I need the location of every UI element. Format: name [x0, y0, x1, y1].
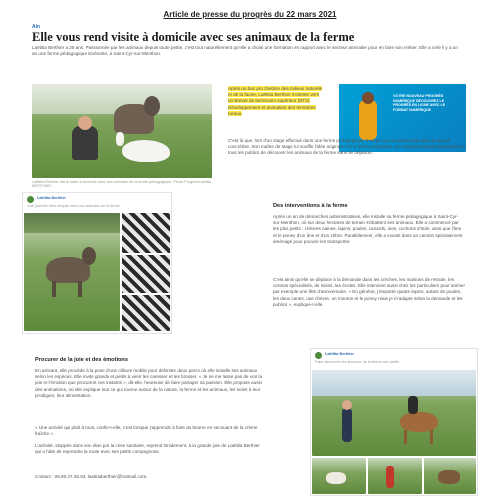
social1-name: Laëtitia Berthier — [37, 196, 66, 200]
avatar — [315, 352, 322, 359]
section3-heading: Procurer de la joie et des émotions — [35, 357, 128, 363]
highlight-block — [228, 86, 324, 117]
article-tag: Ain — [32, 24, 41, 30]
ad-text: VOTRE NOUVEAU PROGRÈS NUMÉRIQUE DÉCOUVREZ LE PROGRÈS EN LIGNE AVEC LE FORMAT NUMÉRIQUE — [393, 94, 446, 112]
contact-line: Contact : 06.60.47.28.63, laetitiaberthier@hotmail.com. — [35, 474, 148, 479]
article-title: Elle vous rend visite à domicile avec ses animaux de la ferme — [32, 30, 355, 44]
highlight-text: Après un bac pro Gestion des milieux naturels et de la faune, Laëtitia Berthier s'oriente vers un Brevet de technicien supérieur (BTS) Développement et animation des territoires ruraux. — [228, 86, 322, 116]
social1-text: Une journée bien remplie avec les animaux de la ferme — [27, 204, 120, 208]
section2-heading: Des interventions à la ferme — [273, 203, 348, 209]
section3-paragraph-2: « Une activité qui plaît à tous, confie-t-elle, c'est lorsque j'apprends à faire du beurre en secouant de la crème fraîche ». — [35, 425, 258, 437]
article-intro: Laëtitia Berthier a 25 ans. Passionnée par les animaux depuis toute petite, c'est tout naturellement qu'elle a choisi une formation en rapport avec le secteur animalier pour en faire son métier. Elle a créé il y a un an une ferme pédagogique itinérante, à Saint-Cyr-sur-Menthon. — [32, 45, 458, 57]
social2-name: Laëtitia Berthier — [325, 352, 354, 356]
section3-paragraph-3: L'activité, stoppée dans son élan par la crise sanitaire, reprend timidement, à la grande joie de Laëtitia Berthier qui a hâte de reprendre la route avec ses petits compagnons. — [35, 443, 260, 455]
photo1-caption: Laëtitia Berthier fait la visite à domicile avec ses animaux de la ferme pédagogique. Photo Progrès/Laetitia BERTHIER — [32, 180, 211, 188]
photo-children-animals — [368, 458, 422, 494]
avatar — [27, 196, 34, 203]
social2-text: Faire découvrir les animaux de la ferme aux petits — [315, 360, 399, 364]
section2-paragraph-2: C'est ainsi qu'elle se déplace à la demande dans les crèches, les maisons de retraite, les centres spécialisés, de loisirs, les écoles. Elle intervient aussi chez les particuliers pour animer par exemple une fête d'anniversaire. « En général, j'emporte quatre lapins, autant de poules, les deux canes, une chèvre, un mouton et le poney mais je m'adapte selon la demande et les publics », explique-t-elle. — [273, 277, 465, 307]
stage-paragraph: C'est là que, lors d'un stage effectué dans une ferme pédagogique, le projet qui lui trottait déjà dans la tête se concrétise. Son maître de stage lui souffle l'idée originale d'une ferme ambulante, un concept innovant qui permet à tous les publics de découvrir les animaux de la ferme sans se déplacer. — [228, 138, 463, 156]
photo-farm-visit — [424, 458, 476, 494]
photo-woman-with-animals — [32, 84, 212, 178]
photo-pony-ride — [312, 370, 476, 456]
section3-paragraph-1: En arrivant, elle procède à la pose d'une clôture mobile pour délimiter deux parcs où elle installe ses animaux selon les espèces. Elle invite grands et petits à venir les caresser et les brosser. « Je ne me lasse pas de voir la joie et l'émotion que procurent ces instants », dit-elle, heureuse de faire partager sa passion. Elle propose aussi des animations, où elle explique tout ce qui tourne autour de la nature, la ferme et les animaux, les soins à leur prodiguer, leur alimentation. — [35, 368, 262, 398]
photo-goats — [312, 458, 366, 494]
page-header-title: Article de presse du progrès du 22 mars 2021 — [163, 10, 337, 19]
section2-paragraph-1: Après un an de démarches administratives, elle installe sa ferme pédagogique à Saint-Cyr-sur-Menthon, où sur deux hectares de terrain s'ébattent ses animaux. Elle a commencé par les plus petits : chèvres naines, lapins, poules, canards, oies, cochons d'Inde, ainsi que l'âne et le poney d'un âne et d'un zèbre. Parallèlement, elle a investi dans un camion spécialement aménagé pour pouvoir les transporter. — [273, 214, 463, 244]
photo-zebra-collage — [122, 213, 170, 331]
photo-donkey-field — [24, 213, 120, 331]
